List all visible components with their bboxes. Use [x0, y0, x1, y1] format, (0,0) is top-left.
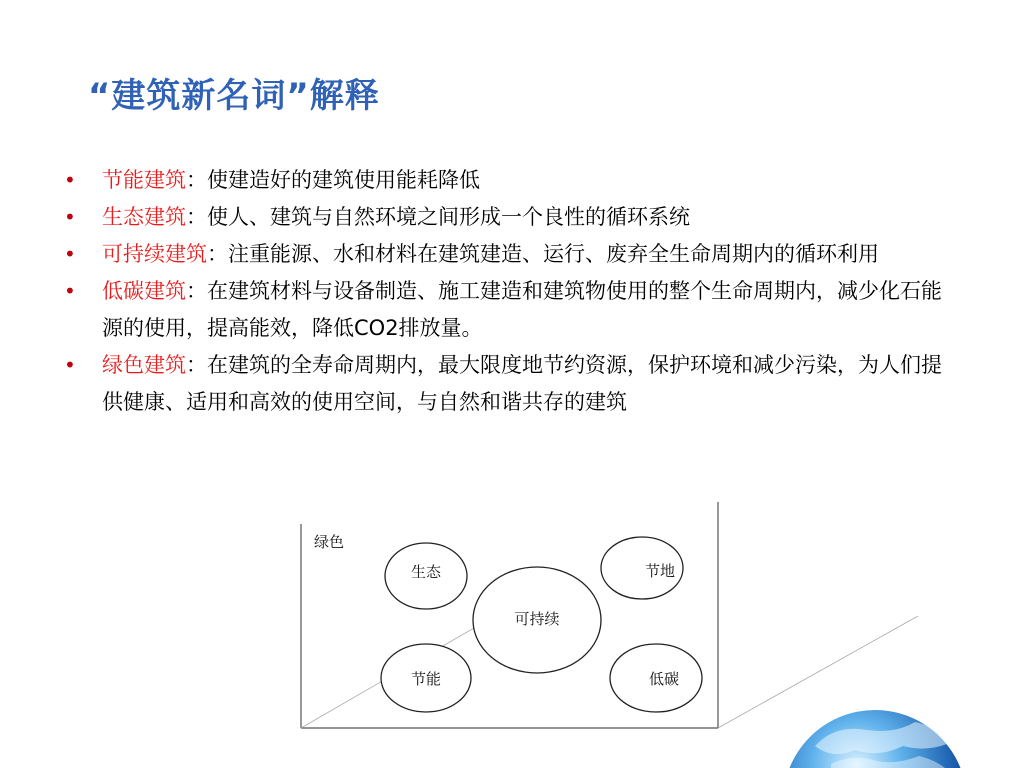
definition-separator: ：	[186, 279, 207, 303]
definition-term: 节能建筑	[102, 168, 186, 192]
definition-term: 低碳建筑	[102, 279, 186, 303]
definition-item	[60, 199, 960, 236]
definition-term: 可持续建筑	[102, 242, 207, 266]
node-ecology	[385, 543, 467, 609]
node-land	[601, 537, 683, 599]
definition-text: 使建造好的建筑使用能耗降低	[207, 168, 480, 192]
bullet-icon: •	[64, 279, 76, 303]
definition-text: 使人、建筑与自然环境之间形成一个良性的循环系统	[207, 205, 690, 229]
bullet-icon: •	[64, 205, 76, 229]
node-label: 节能	[410, 670, 442, 688]
node-label: 生态	[410, 563, 442, 581]
container-label: 绿色	[314, 533, 345, 551]
definition-item	[60, 162, 960, 199]
definition-term: 生态建筑	[102, 205, 186, 229]
node-lowcarbon	[610, 644, 702, 712]
definition-item	[60, 273, 960, 347]
definition-separator: ：	[207, 242, 228, 266]
definition-text: 注重能源、水和材料在建筑建造、运行、废弃全生命周期内的循环利用	[228, 242, 879, 266]
slide-title: “建筑新名词”解释	[88, 76, 380, 116]
bullet-icon: •	[64, 242, 76, 266]
node-label: 低碳	[648, 670, 680, 688]
bullet-icon: •	[64, 168, 76, 192]
globe-decoration	[775, 700, 975, 768]
definition-text: 在建筑材料与设备制造、施工建造和建筑物使用的整个生命周期内，减少化石能源的使用，提高能效，降低CO2排放量。	[102, 279, 942, 340]
node-energy	[381, 644, 471, 712]
definition-separator: ：	[186, 353, 207, 377]
definition-item	[60, 236, 960, 273]
node-sustainable	[473, 567, 601, 673]
definition-separator: ：	[186, 205, 207, 229]
node-label: 可持续	[514, 610, 560, 628]
bullet-icon: •	[64, 353, 76, 377]
definition-separator: ：	[186, 168, 207, 192]
node-label: 节地	[644, 562, 676, 580]
definition-term: 绿色建筑	[102, 353, 186, 377]
definition-list	[60, 162, 960, 421]
definition-text: 在建筑的全寿命周期内，最大限度地节约资源，保护环境和减少污染，为人们提供健康、适用和高效的使用空间，与自然和谐共存的建筑	[102, 353, 942, 414]
definition-item	[60, 347, 960, 421]
